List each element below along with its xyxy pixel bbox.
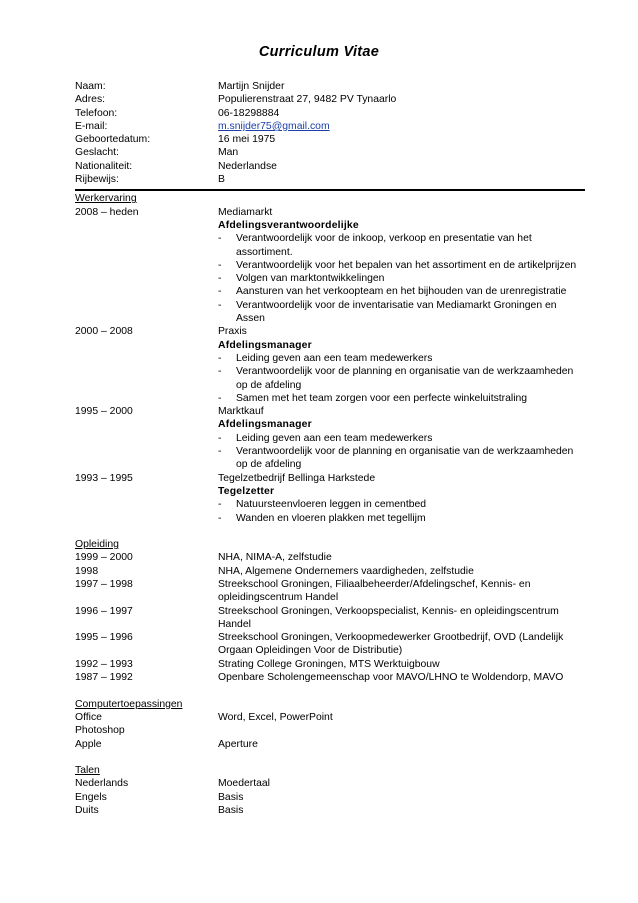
page-title: Curriculum Vitae — [258, 44, 380, 60]
education-period: 1995 – 1996 — [75, 632, 133, 644]
education-entry — [75, 578, 585, 605]
education-text: NHA, Algemene Ondernemers vaardigheden, zelfstudie — [218, 565, 474, 577]
job-task: - Verantwoordelijk voor de planning en organisatie van de werkzaamheden op de afdeling — [218, 365, 585, 392]
field-label: Geslacht: — [75, 147, 119, 159]
field-label: Rijbewijs: — [75, 174, 119, 186]
education-text: NHA, NIMA-A, zelfstudie — [218, 552, 332, 564]
job-period: 2008 – heden — [75, 206, 139, 218]
job-period: 1993 – 1995 — [75, 472, 133, 484]
job-company: Praxis — [218, 326, 247, 338]
section-heading: Opleiding — [75, 539, 119, 551]
section-languages — [75, 764, 585, 817]
job-task: - Verantwoordelijk voor de planning en organisatie van de werkzaamheden op de afdeling — [218, 445, 585, 472]
language-level: Basis — [218, 805, 244, 817]
job-entry — [75, 206, 585, 326]
section-computer-skills — [75, 698, 585, 751]
education-entry — [75, 631, 585, 658]
education-period: 1992 – 1993 — [75, 658, 133, 670]
education-entry — [75, 658, 585, 671]
job-task: - Verantwoordelijk voor de inkoop, verkoop en presentatie van het assortiment. — [218, 232, 585, 259]
spacer — [75, 751, 585, 764]
skill-value: Word, Excel, PowerPoint — [218, 711, 333, 723]
personal-row-phone — [75, 107, 585, 120]
job-company: Marktkauf — [218, 406, 264, 418]
job-period: 1995 – 2000 — [75, 406, 133, 418]
language-level: Moedertaal — [218, 778, 270, 790]
job-tasks — [218, 352, 585, 405]
spacer — [75, 684, 585, 697]
job-task: - Volgen van marktontwikkelingen — [218, 272, 585, 285]
job-tasks — [218, 498, 585, 525]
job-role: Afdelingsmanager — [218, 419, 312, 431]
skill-label: Photoshop — [75, 725, 125, 737]
field-label: Telefoon: — [75, 107, 118, 119]
skill-value: Aperture — [218, 738, 258, 750]
job-entry — [75, 472, 585, 525]
skill-label: Office — [75, 711, 102, 723]
job-task: - Wanden en vloeren plakken met tegellijm — [218, 512, 585, 525]
job-period: 2000 – 2008 — [75, 326, 133, 338]
field-value: 06-18298884 — [218, 107, 280, 119]
language-entry — [75, 804, 585, 817]
personal-row-email — [75, 120, 585, 133]
skill-entry — [75, 738, 585, 751]
education-text: Streekschool Groningen, Filiaalbeheerder/Afdelingschef, Kennis- en opleidingscentrum Handel — [218, 578, 531, 604]
section-divider — [75, 189, 585, 191]
job-tasks — [218, 432, 585, 472]
section-work-experience — [75, 192, 585, 524]
field-value: 16 mei 1975 — [218, 134, 276, 146]
education-period: 1997 – 1998 — [75, 578, 133, 590]
personal-row-license — [75, 173, 585, 186]
job-task: - Verantwoordelijk voor de inventarisatie van Mediamarkt Groningen en Assen — [218, 299, 585, 326]
job-role: Tegelzetter — [218, 485, 275, 497]
job-task: - Leiding geven aan een team medewerkers — [218, 432, 585, 445]
education-text: Streekschool Groningen, Verkoopmedewerker Grootbedrijf, OVD (Landelijk Orgaan Opleidingen Voor de Distributie) — [218, 632, 564, 657]
job-entry — [75, 405, 585, 471]
job-role: Afdelingsmanager — [218, 339, 312, 351]
skill-label: Apple — [75, 738, 102, 750]
job-task: - Aansturen van het verkoopteam en het bijhouden van de urenregistratie — [218, 285, 585, 298]
personal-row-gender — [75, 146, 585, 159]
section-heading: Werkervaring — [75, 193, 137, 205]
section-heading: Talen — [75, 765, 100, 777]
job-task: - Leiding geven aan een team medewerkers — [218, 352, 585, 365]
personal-row-name — [75, 80, 585, 93]
personal-row-address — [75, 93, 585, 106]
job-tasks — [218, 232, 585, 325]
job-task: - Samen met het team zorgen voor een perfecte winkeluitstraling — [218, 392, 585, 405]
spacer — [75, 525, 585, 538]
field-label: Geboortedatum: — [75, 134, 151, 146]
education-period: 1998 — [75, 565, 99, 577]
field-label: Nationaliteit: — [75, 160, 133, 172]
education-entry — [75, 565, 585, 578]
language-entry — [75, 791, 585, 804]
field-value: Populierenstraat 27, 9482 PV Tynaarlo — [218, 94, 397, 106]
language-name: Duits — [75, 805, 99, 817]
job-task: - Natuursteenvloeren leggen in cementbed — [218, 498, 585, 511]
job-role: Afdelingsverantwoordelijke — [218, 219, 359, 231]
education-text: Strating College Groningen, MTS Werktuigbouw — [218, 658, 440, 670]
skill-entry — [75, 724, 585, 737]
field-value: Nederlandse — [218, 160, 277, 172]
language-entry — [75, 777, 585, 790]
education-period: 1999 – 2000 — [75, 552, 133, 564]
email-link[interactable]: m.snijder75@gmail.com — [218, 120, 330, 132]
field-value: Man — [218, 147, 239, 159]
field-value: B — [218, 174, 225, 186]
field-label: Adres: — [75, 94, 106, 106]
personal-row-nationality — [75, 160, 585, 173]
education-text: Streekschool Groningen, Verkoopspecialist, Kennis- en opleidingscentrum Handel — [218, 605, 559, 630]
education-entry — [75, 671, 585, 684]
language-name: Engels — [75, 791, 107, 803]
skill-entry — [75, 711, 585, 724]
education-entry — [75, 605, 585, 632]
language-level: Basis — [218, 791, 244, 803]
education-entry — [75, 551, 585, 564]
job-entry — [75, 325, 585, 405]
field-value: Martijn Snijder — [218, 81, 285, 92]
section-heading: Computertoepassingen — [75, 698, 183, 710]
field-label: E-mail: — [75, 120, 108, 132]
job-task: - Verantwoordelijk voor het bepalen van het assortiment en de artikelprijzen — [218, 259, 585, 272]
personal-row-birthdate — [75, 133, 585, 146]
education-period: 1996 – 1997 — [75, 605, 133, 617]
job-company: Tegelzetbedrijf Bellinga Harkstede — [218, 472, 376, 484]
section-education — [75, 538, 585, 684]
field-label: Naam: — [75, 81, 106, 92]
personal-details — [75, 80, 585, 186]
cv-content — [75, 80, 585, 817]
language-name: Nederlands — [75, 778, 129, 790]
skill-value — [218, 724, 585, 737]
job-company: Mediamarkt — [218, 206, 273, 218]
education-text: Openbare Scholengemeenschap voor MAVO/LHNO te Woldendorp, MAVO — [218, 672, 564, 684]
education-period: 1987 – 1992 — [75, 672, 133, 684]
